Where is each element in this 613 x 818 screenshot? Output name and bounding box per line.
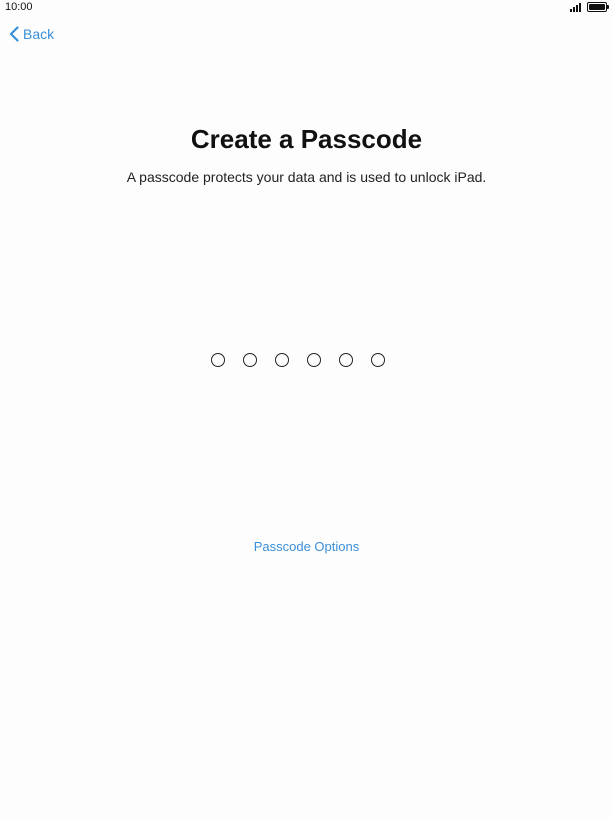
back-label: Back: [23, 26, 55, 42]
battery-icon: [587, 2, 607, 12]
page-subtitle: A passcode protects your data and is used to unlock iPad.: [126, 169, 487, 185]
cellular-signal-icon: [570, 3, 581, 12]
page-title: Create a Passcode: [190, 124, 423, 154]
passcode-digit-dot: [371, 353, 385, 367]
passcode-options-link[interactable]: Passcode Options: [253, 539, 360, 554]
chevron-left-icon: [9, 26, 19, 42]
passcode-digit-dot: [211, 353, 225, 367]
status-indicators: [570, 2, 607, 12]
passcode-digit-dot: [243, 353, 257, 367]
back-button[interactable]: [9, 26, 54, 42]
passcode-digit-dot: [275, 353, 289, 367]
passcode-digit-dot: [307, 353, 321, 367]
status-bar: [0, 0, 613, 16]
passcode-digit-dot: [339, 353, 353, 367]
status-time: 10:00: [5, 1, 33, 13]
passcode-entry[interactable]: [211, 353, 385, 367]
